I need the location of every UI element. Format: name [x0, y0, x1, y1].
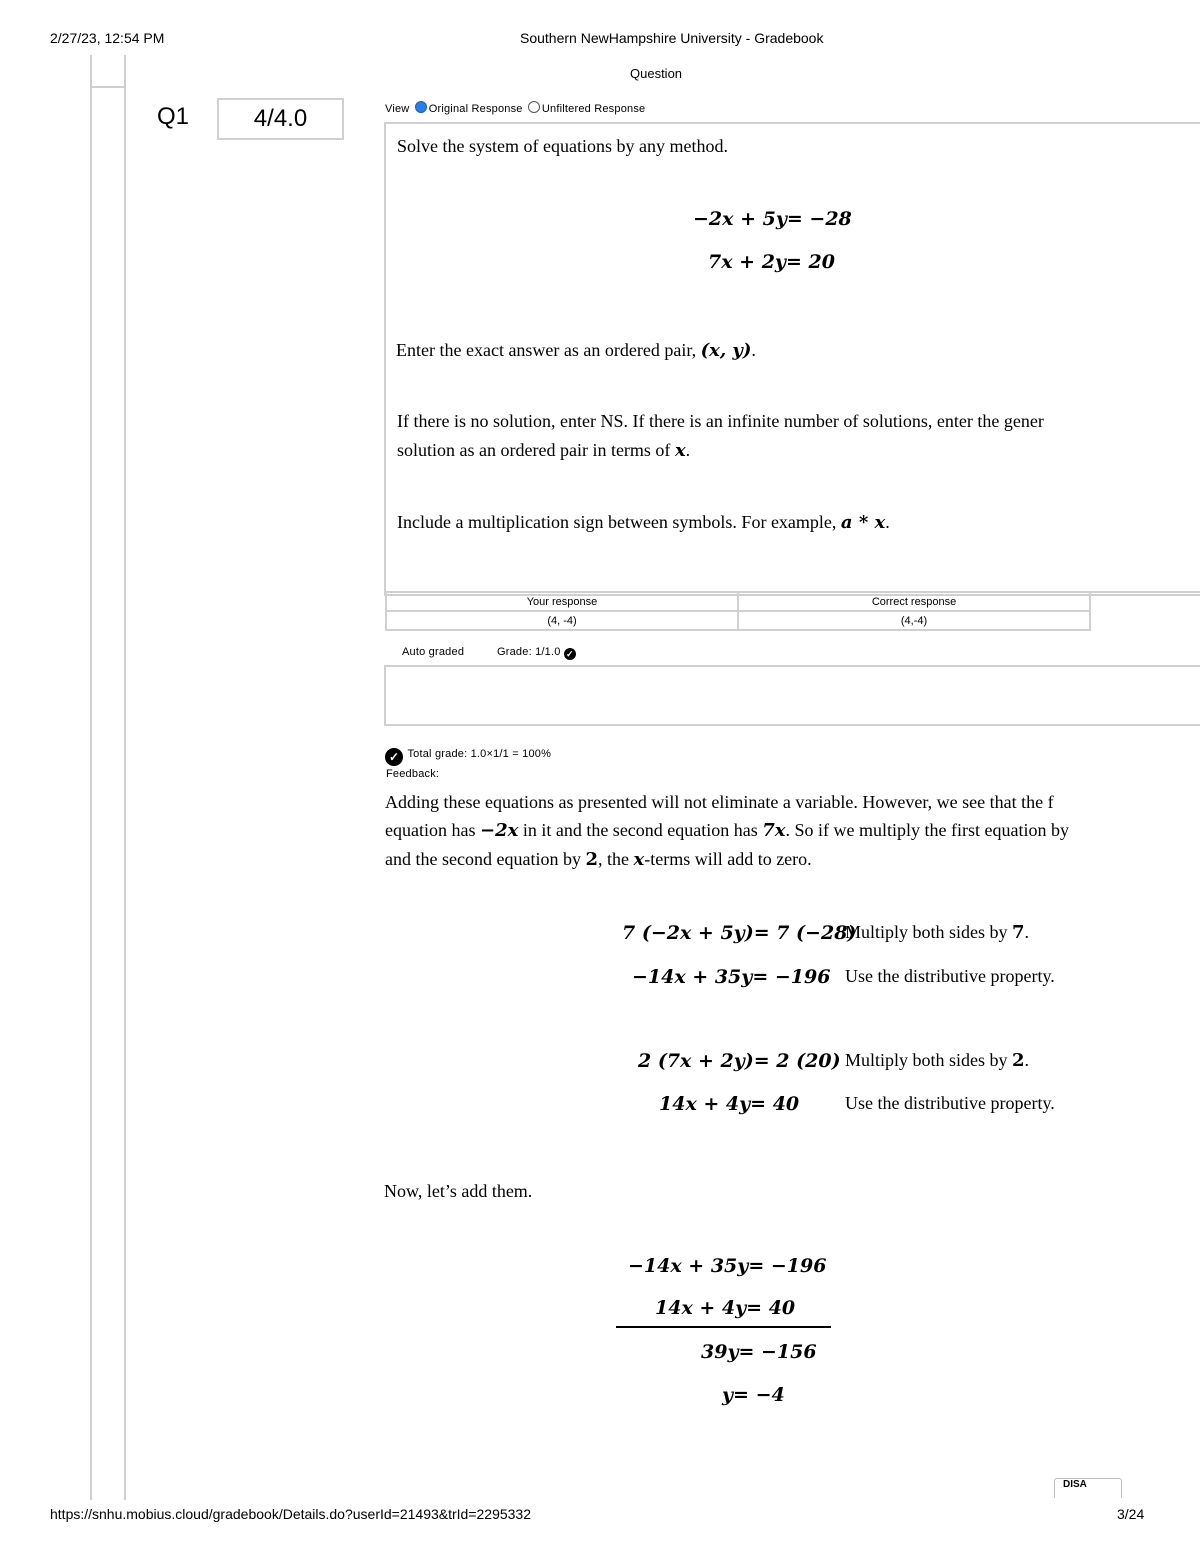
feedback-line2-math2: 7x — [762, 820, 786, 841]
prompt-multiplication: Include a multiplication sign between symbols. For example, a * x. — [397, 512, 890, 533]
ordered-pair-math: (x, y) — [700, 340, 752, 361]
feedback-line3-a: and the second equation by — [385, 849, 581, 869]
ordered-pair-text: Enter the exact answer as an ordered pair, — [396, 340, 697, 360]
step-eq-2: −14x + 35y= −196 — [632, 966, 831, 988]
step-eq-3: 2 (7x + 2y)= 2 (20) — [638, 1050, 841, 1072]
prompt-intro: Solve the system of equations by any method. — [397, 136, 728, 156]
table-rule-extension — [1090, 591, 1200, 593]
sum-line-3: 39y= −156 — [701, 1341, 817, 1363]
step-note-3-text: Multiply both sides by — [845, 1050, 1008, 1070]
feedback-label: Feedback: — [386, 768, 440, 780]
print-url: https://snhu.mobius.cloud/gradebook/Details.do?userId=21493&trId=2295332 — [50, 1506, 532, 1522]
step-note-3-math: 2 — [1012, 1050, 1025, 1071]
step-note-1 — [845, 922, 1029, 943]
radio-unfiltered-response[interactable] — [528, 101, 540, 113]
prompt-eq2: 7x + 2y= 20 — [708, 251, 835, 273]
question-number: Q1 — [157, 103, 190, 130]
mult-text: Include a multiplication sign between symbols. For example, — [397, 512, 837, 532]
prompt-ordered-pair: Enter the exact answer as an ordered pair, (x, y). — [396, 340, 756, 361]
feedback-line3-c: -terms will add to zero. — [644, 849, 812, 869]
step-eq-1: 7 (−2x + 5y)= 7 (−28) — [622, 922, 857, 944]
feedback-line2-a: equation has — [385, 820, 476, 840]
total-grade-text: Total grade: 1.0×1/1 = 100% — [407, 748, 552, 760]
step-note-3-end: . — [1024, 1050, 1030, 1070]
feedback-line2-math1: −2x — [479, 820, 519, 841]
radio-original-response[interactable] — [415, 101, 427, 113]
sum-line-4: y= −4 — [722, 1384, 785, 1406]
step-note-1-text: Multiply both sides by — [845, 922, 1008, 942]
prompt-infinite-line1: If there is no solution, enter NS. If there is an infinite number of solutions, enter the gener — [397, 411, 1044, 431]
step-eq-4: 14x + 4y= 40 — [659, 1093, 800, 1115]
step-note-3 — [845, 1050, 1029, 1071]
feedback-line2-c: . So if we multiply the first equation by — [785, 820, 1070, 840]
header-correct-response: Correct response — [738, 592, 1090, 611]
frame-left-outer — [90, 55, 92, 1500]
table-row — [386, 611, 1090, 630]
feedback-line2-b: in it and the second equation has — [522, 820, 758, 840]
mult-math: a * x — [840, 512, 886, 533]
view-selector — [385, 101, 645, 115]
header-your-response: Your response — [386, 592, 738, 611]
infinite-text: solution as an ordered pair in terms of — [397, 440, 671, 460]
prompt-infinite-line2: solution as an ordered pair in terms of x. — [397, 440, 691, 461]
infinite-var: x — [674, 440, 686, 461]
prompt-eq1: −2x + 5y= −28 — [693, 208, 852, 230]
grade-text: Grade: 1/1.0 — [497, 646, 561, 658]
response-table — [385, 591, 1091, 631]
radio-original-label[interactable]: Original Response — [428, 103, 523, 115]
frame-left-inner — [124, 55, 126, 1500]
feedback-line1: Adding these equations as presented will not eliminate a variable. However, we see that the f — [385, 792, 1054, 812]
view-label: View — [385, 103, 410, 115]
radio-unfiltered-label[interactable]: Unfiltered Response — [541, 103, 646, 115]
step-note-2: Use the distributive property. — [845, 966, 1055, 986]
step-note-1-end: . — [1024, 922, 1030, 942]
column-header: Question — [630, 66, 683, 81]
total-grade — [385, 744, 551, 766]
step-note-4: Use the distributive property. — [845, 1093, 1055, 1113]
your-response-value: (4, -4) — [386, 611, 738, 630]
question-score: 4/4.0 — [217, 98, 344, 140]
sum-divider — [616, 1326, 831, 1328]
total-check-icon: ✓ — [385, 748, 403, 766]
grade-check-icon: ✓ — [564, 648, 576, 660]
feedback-line3-math1: 2 — [585, 849, 598, 870]
add-them-text: Now, let’s add them. — [384, 1181, 533, 1201]
sum-line-1: −14x + 35y= −196 — [628, 1255, 827, 1277]
feedback-line2 — [385, 816, 1145, 845]
print-datetime: 2/27/23, 12:54 PM — [50, 30, 165, 46]
sum-line-2: 14x + 4y= 40 — [655, 1297, 796, 1319]
grading-mode: Auto graded — [402, 646, 465, 658]
frame-top-rule — [90, 86, 125, 88]
feedback-line3 — [385, 845, 812, 874]
grading-grade — [497, 646, 576, 660]
feedback-line3-b: , the — [597, 849, 629, 869]
print-title: Southern NewHampshire University - Gradebook — [520, 30, 824, 46]
response-table-header — [386, 592, 1090, 611]
comment-box[interactable] — [384, 665, 1200, 726]
disa-badge[interactable]: DISA — [1054, 1478, 1122, 1498]
step-note-1-math: 7 — [1012, 922, 1025, 943]
print-page-number: 3/24 — [1117, 1506, 1145, 1522]
correct-response-value: (4,-4) — [738, 611, 1090, 630]
feedback-line3-math2: x — [633, 849, 645, 870]
